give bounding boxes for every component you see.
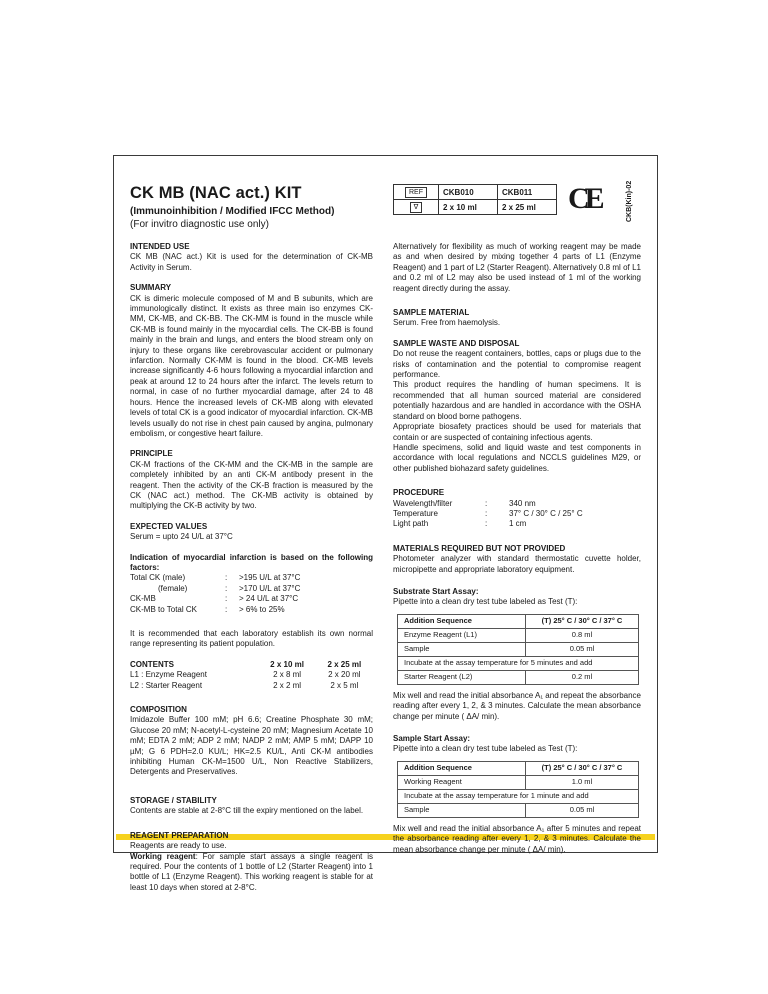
waste-heading: SAMPLE WASTE AND DISPOSAL: [393, 338, 520, 348]
size-1: 2 x 10 ml: [439, 200, 498, 215]
table-row: Sample 0.05 ml: [398, 642, 639, 656]
table-row: Addition Sequence (T) 25° C / 30° C / 37° C: [398, 614, 639, 628]
summary-text: CK is dimeric molecule composed of M and B subunits, which are immunologically distinct. It exists as three main iso enzymes CK-MM, CK-MB, and CK-BB. The CK-MM is found in the muscle while CK-MB is found mainly in the myocardial cells. The CK-BB is found mainly in the brain and lungs, and enters the blood stream only on injury to these organs like cerebrovascular accident or pulmonary infarction. Normally CK-MM is found in the blood. CK-MB levels increase significantly 4-6 hours following a myocardial infarction and peak at around 12 to 24 hours after the infarct. The levels return to normal, in case of no further myocardial damage, after 24 to 48 hours. Hence the increased levels of CK-MB along with elevated levels of total CK is a good indicator of myocardial infarction. CK-MB levels usually do not rise in chest pain caused by angina, pulmonary embolism, or congestive heart failure.: [130, 293, 373, 438]
contents-row: L2 : Starter Reagent 2 x 2 ml 2 x 5 ml: [130, 680, 359, 690]
method-subtitle: (Immunoinhibition / Modified IFCC Method): [130, 206, 335, 217]
expected-values-heading: EXPECTED VALUES: [130, 521, 208, 531]
factor-row: CK-MB : > 24 U/L at 37°C: [130, 594, 299, 604]
substrate-pipette-text: Pipette into a clean dry test tube labeled as Test (T):: [393, 597, 578, 607]
ce-mark-icon: CE: [568, 182, 600, 215]
storage-text: Contents are stable at 2-8°C till the expiry mentioned on the label.: [130, 806, 364, 816]
recommend-text: It is recommended that each laboratory establish its own normal range representing its patient population.: [130, 629, 373, 649]
materials-heading: MATERIALS REQUIRED BUT NOT PROVIDED: [393, 543, 566, 553]
materials-text: Photometer analyzer with standard thermostatic cuvette holder, micropipette and appropriate laboratory equipment.: [393, 554, 641, 574]
summary-heading: SUMMARY: [130, 283, 172, 293]
sample-after-text: Mix well and read the initial absorbance A₁ after 5 minutes and repeat the absorbance reading after every 1, 2, & 3 minutes. Calculate the mean absorbance change per minute ( ΔA/ min).: [393, 823, 641, 854]
table-row: Incubate at the assay temperature for 5 minutes and add: [398, 656, 639, 670]
sample-start-heading: Sample Start Assay:: [393, 734, 471, 743]
factor-row: (female) : >170 U/L at 37°C: [158, 583, 301, 593]
substrate-after-text: Mix well and read the initial absorbance A₁ and repeat the absorbance reading after every 1, 2, & 3 minutes. Calculate the mean absorbance change per minute ( ΔA/ min).: [393, 690, 641, 721]
indication-heading: Indication of myocardial infarction is based on the following factors:: [130, 552, 373, 572]
reagent-prep-heading: REAGENT PREPARATION: [130, 830, 229, 840]
waste-text-1: Do not reuse the reagent containers, bottles, caps or plugs due to the risks of contamination and the potential to compromise reagent performance.: [393, 349, 641, 380]
sample-material-text: Serum. Free from haemolysis.: [393, 318, 501, 328]
revision-code: CKB(Kin)-02: [626, 180, 633, 222]
substrate-assay-table: [397, 614, 639, 685]
substrate-start-heading: Substrate Start Assay:: [393, 586, 479, 596]
procedure-row: Light path : 1 cm: [393, 519, 527, 529]
composition-text: Imidazole Buffer 100 mM; pH 6.6; Creatine Phosphate 30 mM; Glucose 20 mM; N-acetyl-L-cysteine 20 mM; Magnesium Acetate 10 mM; EDTA 2 mM; ADP 2 mM; NADP 2 mM; AMP 5 mM; DAPP 10 µM; G 6 PDH=2.0 KU/L; HK=2.5 KU/L, Anti CK-M antibodies inhibiting Human CK-M=1500 U/L, Non Reactive Stabilizers, Detergents and Preservatives.: [130, 715, 373, 777]
factor-row: Total CK (male) : >195 U/L at 37°C: [130, 573, 301, 583]
reference-table: [393, 184, 557, 215]
procedure-row: Wavelength/filter : 340 nm: [393, 498, 536, 508]
sample-pipette-text: Pipette into a clean dry test tube labeled as Test (T):: [393, 744, 578, 754]
code-1: CKB010: [439, 185, 498, 200]
sample-material-heading: SAMPLE MATERIAL: [393, 308, 470, 318]
principle-text: CK-M fractions of the CK-MM and the CK-MB in the sample are completely inhibited by an anti CK-M antibody present in the reagent. Then the activity of the CK-B fraction is measured by the CK (NAC act.) method. The CK-MB activity is obtained by multiplying the CK-B activity by two.: [130, 459, 373, 511]
table-row: Enzyme Reagent (L1) 0.8 ml: [398, 628, 639, 642]
size-2: 2 x 25 ml: [498, 200, 557, 215]
contents-row: L1 : Enzyme Reagent 2 x 8 ml 2 x 20 ml: [130, 670, 361, 680]
procedure-row: Temperature : 37° C / 30° C / 25° C: [393, 508, 583, 518]
ref-label: REF: [405, 187, 427, 198]
volume-symbol-icon: ∇: [410, 202, 423, 213]
waste-text-3: Appropriate biosafety practices should be used for materials that contain or are suspected of containing infectious agents.: [393, 422, 641, 442]
expected-values-text: Serum = upto 24 U/L at 37°C: [130, 532, 233, 542]
factor-row: CK-MB to Total CK : > 6% to 25%: [130, 604, 285, 614]
left-column: [130, 242, 373, 893]
procedure-heading: PROCEDURE: [393, 488, 445, 498]
waste-text-2: This product requires the handling of human specimens. It is recommended that all human sourced material are considered potentially hazardous and are handled in accordance with the OSHA standard on blood borne pathogens.: [393, 380, 641, 421]
composition-heading: COMPOSITION: [130, 705, 187, 715]
document-title: CK MB (NAC act.) KIT: [130, 184, 302, 202]
table-row: Addition Sequence (T) 25° C / 30° C / 37° C: [398, 761, 639, 775]
table-row: Starter Reagent (L2) 0.2 ml: [398, 670, 639, 684]
reagent-prep-text-1: Reagents are ready to use.: [130, 841, 227, 851]
alternative-text: Alternatively for flexibility as much of working reagent may be made as and when desired by mixing together 4 parts of L1 (Enzyme Reagent) and 1 part of L2 (Starter Reagent). Alternatively 0.8 ml of L1 and 0.2 ml of L2 may also be used instead of 1 ml of the working reagent directly during the assay.: [393, 242, 641, 293]
intended-use-heading: INTENDED USE: [130, 242, 190, 251]
contents-header: CONTENTS 2 x 10 ml 2 x 25 ml: [130, 659, 362, 669]
principle-heading: PRINCIPLE: [130, 449, 173, 459]
table-row: Incubate at the assay temperature for 1 minute and add: [398, 789, 639, 803]
right-column: [393, 242, 641, 855]
contents-heading: CONTENTS: [130, 659, 174, 669]
code-2: CKB011: [498, 185, 557, 200]
reagent-prep-text-2: Working reagent: For sample start assays a single reagent is required. Pour the contents of 1 bottle of L2 (Starter Reagent) into 1 bottle of L1 (Enzyme Reagent). This working reagent is stable for at least 10 days when stored at 2-8°C.: [130, 851, 373, 892]
table-row: Working Reagent 1.0 ml: [398, 775, 639, 789]
intended-use-text: CK MB (NAC act.) Kit is used for the determination of CK-MB Activity in Serum.: [130, 252, 373, 272]
table-row: Sample 0.05 ml: [398, 803, 639, 817]
sample-assay-table: [397, 761, 639, 818]
storage-heading: STORAGE / STABILITY: [130, 795, 217, 805]
waste-text-4: Handle specimens, solid and liquid waste and test components in accordance with local regulations and NCCLS guidelines M29, or other published biohazard safety guidelines.: [393, 442, 641, 473]
use-note: (For invitro diagnostic use only): [130, 219, 269, 230]
